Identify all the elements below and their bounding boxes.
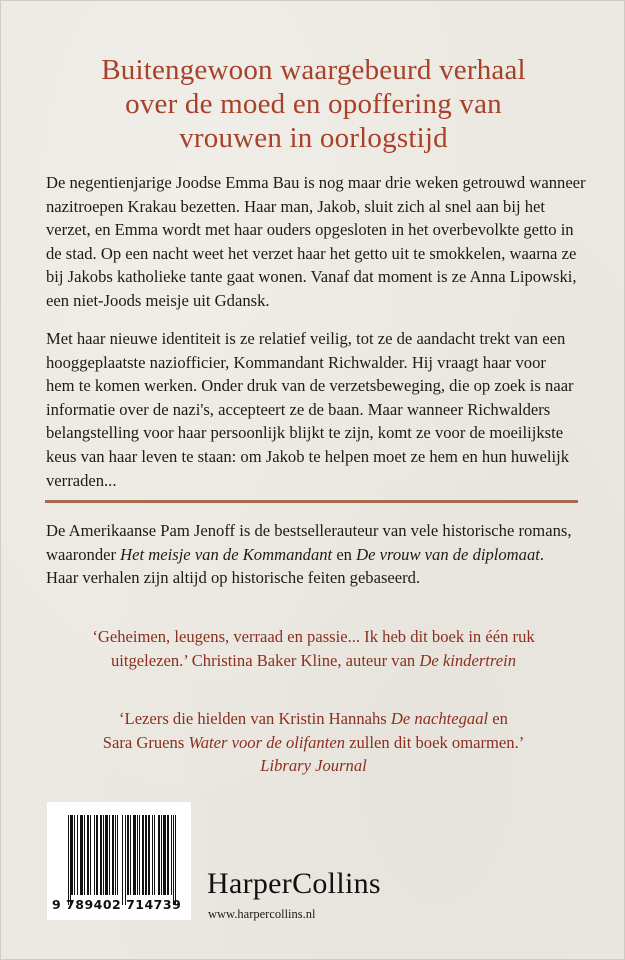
quote-line bbox=[1, 707, 625, 731]
text-line: Met haar nieuwe identiteit is ze relatief veilig, tot ze de aandacht trekt van een bbox=[46, 329, 566, 348]
headline-line: vrouwen in oorlogstijd bbox=[179, 122, 448, 154]
text-line bbox=[46, 543, 586, 567]
text-line: hooggeplaatste naziofficier, Kommandant Richwalder. Hij vraagt haar voor bbox=[46, 352, 546, 372]
text-line: keus van haar leven te staan: om Jakob te helpen moet ze hem en hun huwelijk bbox=[46, 446, 569, 466]
text-span: zullen dit boek omarmen.’ bbox=[345, 732, 525, 752]
review-quote-1 bbox=[1, 625, 625, 672]
book-title-de-nachtegaal: De nachtegaal bbox=[390, 709, 489, 728]
author-bio bbox=[46, 519, 586, 590]
book-title-de-vrouw-van-de-diplomaat: De vrouw van de diplomaat bbox=[356, 544, 540, 564]
publisher-url: www.harpercollins.nl bbox=[208, 907, 316, 921]
text-line: belangstelling voor haar persoonlijk blijkt te zijn, komt ze voor de moeilijkste bbox=[46, 423, 564, 443]
text-line: Haar verhalen zijn altijd op historische feiten gebaseerd. bbox=[46, 568, 421, 588]
publisher-logo: HarperCollins bbox=[207, 867, 381, 900]
book-title-het-meisje-van-de-kommandant: Het meisje van de Kommandant bbox=[120, 544, 333, 564]
quote-source bbox=[1, 754, 625, 778]
text-span: ‘Lezers die hielden van Kristin Hannahs bbox=[119, 709, 391, 728]
text-span: en bbox=[488, 709, 508, 728]
text-line: bij Jakobs katholieke tante gaat wonen. Vanaf dat moment is ze Anna Lipowski, bbox=[46, 267, 577, 287]
text-line: een niet-Joods meisje uit Gdansk. bbox=[46, 290, 270, 310]
text-line: De Amerikaanse Pam Jenoff is de bestsellerauteur van vele historische romans, bbox=[46, 521, 572, 540]
barcode-icon bbox=[68, 815, 176, 905]
text-line: de stad. Op een nacht weet het verzet haar het getto uit te smokkelen, waarna ze bbox=[46, 243, 577, 263]
text-span: uitgelezen.’ Christina Baker Kline, auteur van bbox=[110, 650, 420, 670]
isbn-number: 9 789402 714739 bbox=[52, 897, 182, 912]
text-line: verraden... bbox=[46, 470, 117, 490]
headline-line: Buitengewoon waargebeurd verhaal bbox=[101, 54, 526, 86]
synopsis-paragraph-1 bbox=[46, 171, 586, 313]
text-span: waaronder bbox=[46, 544, 121, 564]
headline-line: over de moed en opoffering van bbox=[125, 88, 502, 120]
quote-line bbox=[1, 649, 625, 673]
text-line: verzet, en Emma wordt met haar ouders opgesloten in het overbevolkte getto in bbox=[46, 220, 574, 240]
synopsis-paragraph-2 bbox=[46, 327, 586, 492]
quote-source-name: Library Journal bbox=[260, 756, 367, 776]
headline bbox=[1, 53, 625, 155]
text-line: informatie over de nazi's, accepteert ze de baan. Maar wanneer Richwalders bbox=[46, 399, 551, 419]
text-line: nazitroepen Krakau bezetten. Haar man, Jakob, sluit zich al snel aan bij het bbox=[46, 196, 545, 216]
isbn-barcode bbox=[47, 802, 191, 920]
book-title-de-kindertrein: De kindertrein bbox=[419, 650, 517, 670]
quote-line bbox=[1, 731, 625, 755]
book-title-water-voor-de-olifanten: Water voor de olifanten bbox=[188, 732, 345, 752]
text-span: en bbox=[332, 544, 357, 564]
text-line: hem te komen werken. Onder druk van de verzetsbeweging, die op zoek is naar bbox=[46, 376, 574, 396]
section-divider bbox=[45, 500, 578, 503]
text-span: . bbox=[539, 544, 545, 564]
text-span: Sara Gruens bbox=[102, 732, 189, 752]
review-quote-2 bbox=[1, 707, 625, 778]
text-line: De negentienjarige Joodse Emma Bau is nog maar drie weken getrouwd wanneer bbox=[46, 173, 586, 192]
quote-line: ‘Geheimen, leugens, verraad en passie... Ik heb dit boek in één ruk bbox=[92, 627, 535, 646]
